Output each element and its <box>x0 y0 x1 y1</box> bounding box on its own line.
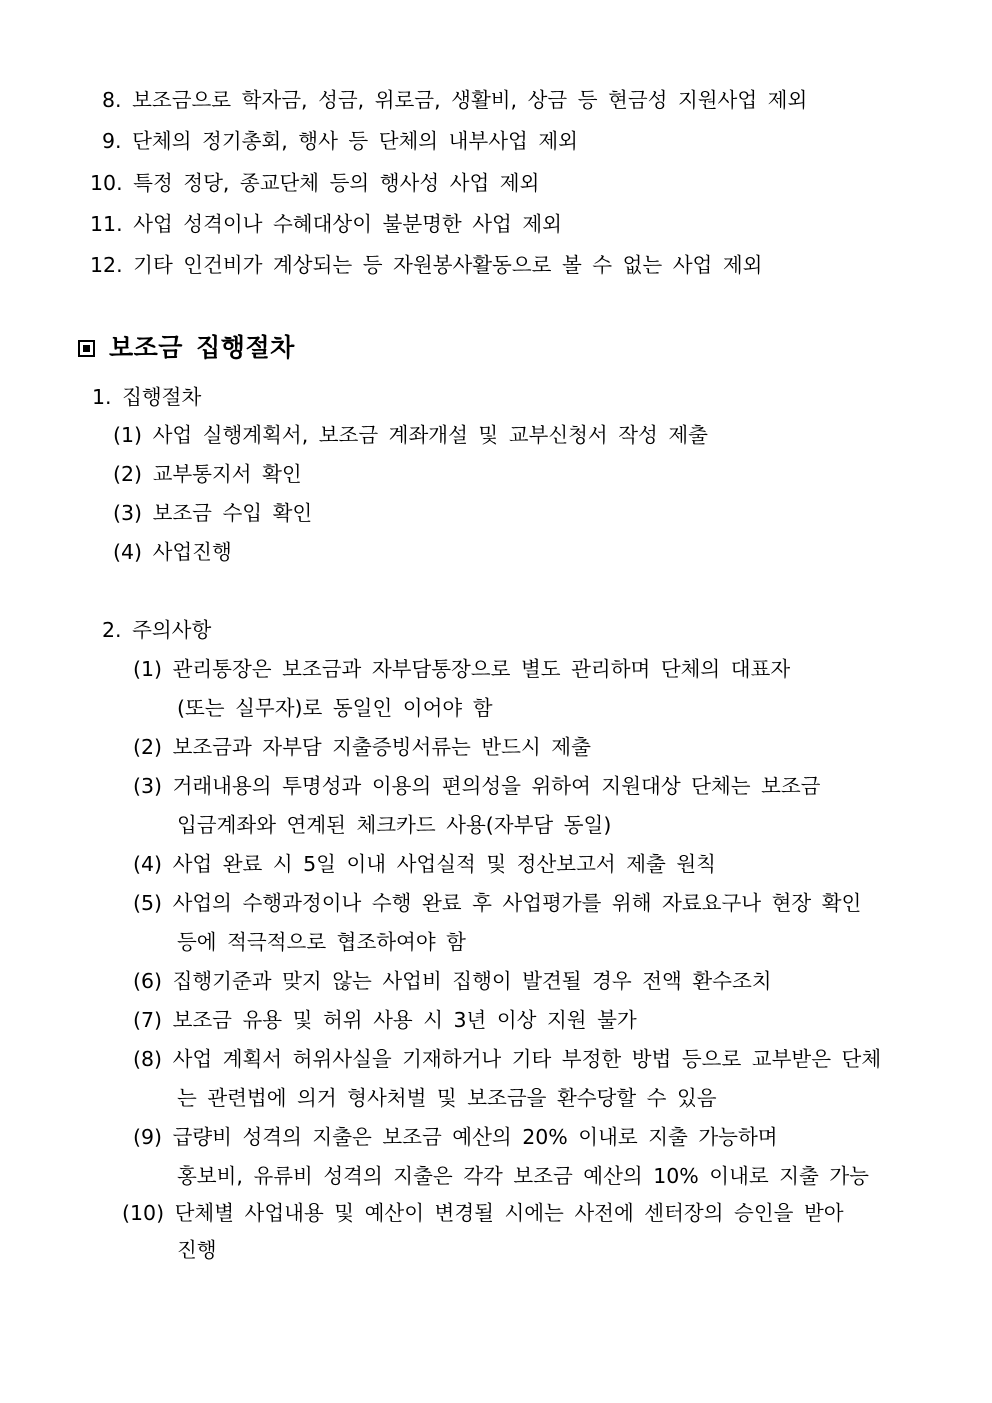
list-item <box>133 967 772 995</box>
item-number: (7) <box>133 1008 163 1032</box>
item-number: (4) <box>133 852 163 876</box>
section-title: 보조금 집행절차 <box>109 333 295 362</box>
item-number: (4) <box>113 540 143 564</box>
list-item <box>133 850 716 878</box>
item-number: 9. <box>102 129 122 153</box>
list-item <box>102 86 807 114</box>
list-item <box>133 772 820 800</box>
item-continuation: 는 관련법에 의거 형사처벌 및 보조금을 환수당할 수 있음 <box>177 1086 717 1110</box>
item-continuation: 홍보비, 유류비 성격의 지출은 각각 보조금 예산의 10% 이내로 지출 가능 <box>177 1164 869 1188</box>
subsection-title: 1. 집행절차 <box>92 385 202 409</box>
item-text: 보조금과 자부담 지출증빙서류는 반드시 제출 <box>172 735 591 759</box>
item-text: 기타 인건비가 계상되는 등 자원봉사활동으로 볼 수 없는 사업 제외 <box>133 253 763 277</box>
list-item <box>133 733 591 761</box>
item-continuation: (또는 실무자)로 동일인 이어야 함 <box>177 696 493 720</box>
item-continuation: 입금계좌와 연계된 체크카드 사용(자부담 동일) <box>177 813 612 837</box>
item-number: (2) <box>133 735 163 759</box>
item-number: (10) <box>122 1201 165 1225</box>
item-number: (3) <box>113 501 143 525</box>
list-item <box>90 251 762 279</box>
list-item <box>133 1006 637 1034</box>
item-number: 10. <box>90 171 123 195</box>
square-bullet-icon <box>78 340 95 357</box>
list-item <box>133 1045 881 1073</box>
item-number: (3) <box>133 774 163 798</box>
item-text: 사업진행 <box>152 540 232 564</box>
list-item <box>113 499 312 527</box>
item-number: (2) <box>113 462 143 486</box>
list-item <box>90 169 539 197</box>
item-text: 단체별 사업내용 및 예산이 변경될 시에는 사전에 센터장의 승인을 받아 <box>174 1201 844 1225</box>
item-text: 특정 정당, 종교단체 등의 행사성 사업 제외 <box>133 171 540 195</box>
item-number: (6) <box>133 969 163 993</box>
item-text: 사업 성격이나 수혜대상이 불분명한 사업 제외 <box>133 212 562 236</box>
item-text: 사업 완료 시 5일 이내 사업실적 및 정산보고서 제출 원칙 <box>172 852 716 876</box>
item-text: 집행기준과 맞지 않는 사업비 집행이 발견될 경우 전액 환수조치 <box>172 969 772 993</box>
list-item <box>122 1199 844 1227</box>
item-text: 사업 계획서 허위사실을 기재하거나 기타 부정한 방법 등으로 교부받은 단체 <box>172 1047 882 1071</box>
item-number: 8. <box>102 88 122 112</box>
item-text: 사업 실행계획서, 보조금 계좌개설 및 교부신청서 작성 제출 <box>152 423 708 447</box>
item-number: (8) <box>133 1047 163 1071</box>
list-item <box>113 538 232 566</box>
item-continuation: 진행 <box>177 1238 217 1262</box>
item-text: 사업의 수행과정이나 수행 완료 후 사업평가를 위해 자료요구나 현장 확인 <box>172 891 862 915</box>
item-continuation: 등에 적극적으로 협조하여야 함 <box>177 930 466 954</box>
item-number: 12. <box>90 253 123 277</box>
item-number: (5) <box>133 891 163 915</box>
item-text: 보조금 수입 확인 <box>152 501 313 525</box>
item-text: 관리통장은 보조금과 자부담통장으로 별도 관리하며 단체의 대표자 <box>172 657 791 681</box>
item-number: (1) <box>133 657 163 681</box>
list-item <box>113 421 708 449</box>
item-text: 보조금 유용 및 허위 사용 시 3년 이상 지원 불가 <box>172 1008 637 1032</box>
item-text: 거래내용의 투명성과 이용의 편의성을 위하여 지원대상 단체는 보조금 <box>172 774 821 798</box>
list-item <box>102 127 578 155</box>
section-heading <box>78 334 295 362</box>
list-item <box>133 655 790 683</box>
item-text: 보조금으로 학자금, 성금, 위로금, 생활비, 상금 등 현금성 지원사업 제외 <box>132 88 808 112</box>
list-item <box>133 1123 778 1151</box>
item-text: 급량비 성격의 지출은 보조금 예산의 20% 이내로 지출 가능하며 <box>172 1125 778 1149</box>
list-item <box>113 460 302 488</box>
subsection-title: 2. 주의사항 <box>102 618 212 642</box>
item-number: (9) <box>133 1125 163 1149</box>
item-number: (1) <box>113 423 143 447</box>
list-item <box>90 210 562 238</box>
item-text: 교부통지서 확인 <box>152 462 302 486</box>
item-number: 11. <box>90 212 123 236</box>
list-item <box>133 889 861 917</box>
item-text: 단체의 정기총회, 행사 등 단체의 내부사업 제외 <box>132 129 578 153</box>
